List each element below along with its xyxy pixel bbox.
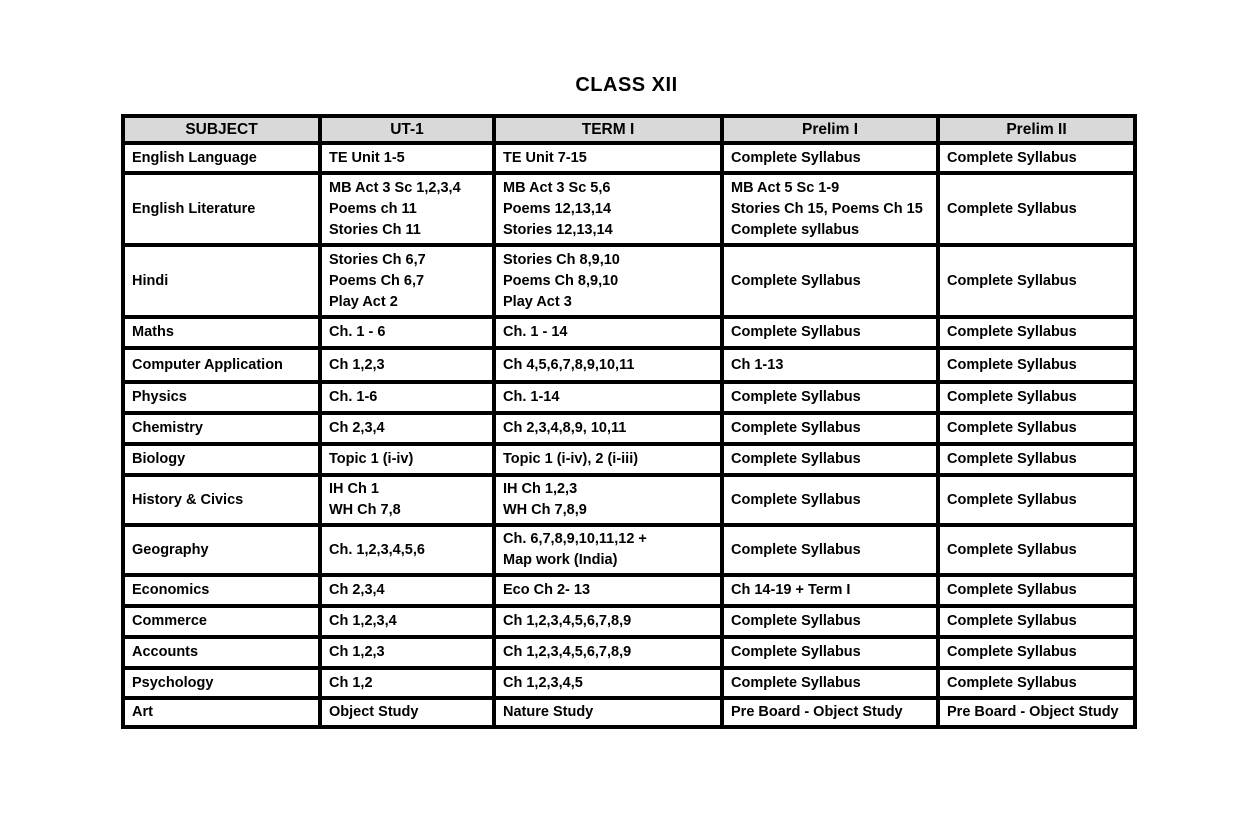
cell-line: Ch 14-19 + Term I (731, 582, 851, 598)
cell-line: Ch. 1 - 14 (503, 324, 568, 340)
subject-cell: Maths (123, 317, 320, 348)
table-cell (938, 606, 1135, 637)
cell-line: Ch 2,3,4 (329, 420, 385, 436)
table-cell (722, 525, 938, 575)
subject-cell: English Language (123, 143, 320, 173)
cell-line: Complete Syllabus (731, 613, 861, 629)
table-cell (320, 413, 494, 444)
table-cell (494, 382, 722, 413)
cell-line: Stories Ch 15, Poems Ch 15 (731, 200, 923, 217)
table-cell (320, 698, 494, 727)
syllabus-table-container (121, 114, 1137, 729)
table-cell (938, 382, 1135, 413)
column-header-3: Prelim I (722, 116, 938, 143)
table-cell (722, 348, 938, 382)
table-cell (320, 444, 494, 475)
cell-line: Ch 1,2,3,4,5 (503, 674, 583, 691)
cell-line: Stories 12,13,14 (503, 221, 613, 238)
page-title: CLASS XII (575, 74, 678, 96)
table-cell (722, 444, 938, 475)
subject-cell: Art (123, 698, 320, 727)
subject-cell: Computer Application (123, 348, 320, 382)
subject-cell: Psychology (123, 668, 320, 698)
table-cell (494, 475, 722, 525)
table-row (123, 143, 1135, 173)
table-cell (938, 444, 1135, 475)
subject-cell: Accounts (123, 637, 320, 668)
subject-cell: Economics (123, 575, 320, 606)
cell-line: MB Act 5 Sc 1-9 (731, 179, 840, 196)
cell-line: Object Study (329, 704, 419, 720)
cell-line: MB Act 3 Sc 5,6 (503, 179, 611, 196)
subject-cell: Biology (123, 444, 320, 475)
cell-line: Complete Syllabus (947, 356, 1077, 373)
table-cell (722, 143, 938, 173)
table-row (123, 413, 1135, 444)
table-cell (320, 637, 494, 668)
cell-line: Ch 1,2,3,4 (329, 613, 397, 629)
cell-line: TE Unit 1-5 (329, 149, 405, 166)
table-cell (938, 143, 1135, 173)
table-cell (494, 317, 722, 348)
cell-line: Ch. 1,2,3,4,5,6 (329, 541, 425, 558)
cell-line: Ch 2,3,4 (329, 582, 385, 598)
table-cell (320, 575, 494, 606)
cell-line: Stories Ch 11 (329, 221, 421, 238)
cell-line: Complete Syllabus (947, 644, 1077, 660)
table-cell (494, 348, 722, 382)
table-row (123, 475, 1135, 525)
subject-cell: English Literature (123, 173, 320, 245)
cell-line: Ch. 1-6 (329, 389, 378, 405)
table-cell (722, 317, 938, 348)
cell-line: Poems ch 11 (329, 200, 417, 217)
cell-line: Complete Syllabus (947, 324, 1077, 340)
cell-line: Complete Syllabus (947, 451, 1077, 467)
cell-line: Ch 1,2,3 (329, 644, 385, 660)
cell-line: Pre Board - Object Study (731, 704, 903, 720)
cell-line: Complete Syllabus (947, 200, 1077, 217)
cell-line: Complete Syllabus (947, 491, 1077, 508)
cell-line: Play Act 2 (329, 293, 398, 310)
table-row (123, 173, 1135, 245)
table-cell (722, 382, 938, 413)
cell-line: Complete Syllabus (947, 389, 1077, 405)
cell-line: Ch 1,2,3,4,5,6,7,8,9 (503, 613, 632, 629)
cell-line: Complete Syllabus (731, 541, 861, 558)
cell-line: Complete Syllabus (731, 149, 861, 166)
cell-line: Poems Ch 8,9,10 (503, 272, 619, 289)
cell-line: Poems 12,13,14 (503, 200, 612, 217)
table-cell (938, 637, 1135, 668)
subject-cell: Chemistry (123, 413, 320, 444)
table-row (123, 317, 1135, 348)
table-cell (494, 606, 722, 637)
subject-cell: Hindi (123, 245, 320, 317)
cell-line: Map work (India) (503, 552, 618, 568)
cell-line: Eco Ch 2- 13 (503, 582, 591, 598)
cell-line: TE Unit 7-15 (503, 149, 587, 166)
table-cell (722, 413, 938, 444)
column-header-1: UT-1 (320, 116, 494, 143)
cell-line: Poems Ch 6,7 (329, 272, 425, 289)
table-cell (938, 173, 1135, 245)
table-cell (938, 317, 1135, 348)
table-row (123, 382, 1135, 413)
table-cell (722, 637, 938, 668)
table-cell (320, 475, 494, 525)
cell-line: IH Ch 1,2,3 (503, 481, 578, 497)
cell-line: WH Ch 7,8,9 (503, 502, 587, 518)
subject-cell: History & Civics (123, 475, 320, 525)
table-cell (938, 525, 1135, 575)
table-cell (938, 475, 1135, 525)
table-cell (722, 698, 938, 727)
table-cell (320, 606, 494, 637)
cell-line: Complete Syllabus (731, 674, 861, 691)
table-cell (494, 245, 722, 317)
table-cell (494, 143, 722, 173)
cell-line: Ch. 1-14 (503, 389, 560, 405)
cell-line: Complete Syllabus (947, 420, 1077, 436)
cell-line: Complete Syllabus (731, 491, 861, 508)
cell-line: Complete Syllabus (731, 420, 861, 436)
table-cell (722, 606, 938, 637)
cell-line: Complete Syllabus (731, 272, 861, 289)
table-row (123, 525, 1135, 575)
cell-line: Topic 1 (i-iv), 2 (i-iii) (503, 451, 639, 467)
table-cell (320, 245, 494, 317)
cell-line: Complete Syllabus (947, 674, 1077, 691)
table-cell (494, 668, 722, 698)
table-cell (722, 245, 938, 317)
cell-line: Complete Syllabus (731, 644, 861, 660)
cell-line: Ch. 6,7,8,9,10,11,12 + (503, 531, 647, 547)
table-cell (494, 444, 722, 475)
table-cell (494, 525, 722, 575)
table-cell (722, 575, 938, 606)
table-row (123, 698, 1135, 727)
cell-line: Complete Syllabus (947, 541, 1077, 558)
cell-line: Complete Syllabus (947, 582, 1077, 598)
table-cell (494, 637, 722, 668)
table-cell (320, 382, 494, 413)
table-cell (494, 413, 722, 444)
table-cell (938, 413, 1135, 444)
table-cell (938, 698, 1135, 727)
header-row (123, 116, 1135, 143)
cell-line: Complete Syllabus (947, 272, 1077, 289)
table-cell (938, 348, 1135, 382)
cell-line: Ch 1,2,3,4,5,6,7,8,9 (503, 644, 632, 660)
column-header-2: TERM I (494, 116, 722, 143)
table-cell (722, 668, 938, 698)
table-row (123, 668, 1135, 698)
table-cell (320, 348, 494, 382)
subject-cell: Commerce (123, 606, 320, 637)
column-header-4: Prelim II (938, 116, 1135, 143)
table-cell (320, 173, 494, 245)
table-cell (320, 143, 494, 173)
cell-line: Complete Syllabus (947, 149, 1077, 166)
subject-cell: Geography (123, 525, 320, 575)
subject-cell: Physics (123, 382, 320, 413)
cell-line: Complete Syllabus (731, 324, 861, 340)
cell-line: Complete syllabus (731, 221, 860, 238)
table-cell (320, 317, 494, 348)
table-cell (320, 525, 494, 575)
table-row (123, 606, 1135, 637)
cell-line: Ch 2,3,4,8,9, 10,11 (503, 420, 627, 436)
cell-line: Stories Ch 6,7 (329, 251, 426, 268)
table-cell (722, 475, 938, 525)
cell-line: IH Ch 1 (329, 481, 379, 497)
cell-line: Ch 1,2 (329, 674, 373, 691)
syllabus-table (121, 114, 1137, 729)
table-cell (938, 668, 1135, 698)
table-cell (320, 668, 494, 698)
cell-line: Ch. 1 - 6 (329, 324, 386, 340)
table-cell (938, 575, 1135, 606)
table-row (123, 637, 1135, 668)
table-cell (494, 173, 722, 245)
table-body (123, 143, 1135, 727)
cell-line: Play Act 3 (503, 293, 572, 310)
table-cell (494, 698, 722, 727)
cell-line: Stories Ch 8,9,10 (503, 251, 620, 268)
table-row (123, 245, 1135, 317)
cell-line: MB Act 3 Sc 1,2,3,4 (329, 179, 461, 196)
cell-line: Nature Study (503, 704, 594, 720)
table-row (123, 575, 1135, 606)
cell-line: Ch 4,5,6,7,8,9,10,11 (503, 356, 635, 373)
table-row (123, 444, 1135, 475)
table-cell (494, 575, 722, 606)
cell-line: Complete Syllabus (947, 613, 1077, 629)
cell-line: Complete Syllabus (731, 389, 861, 405)
table-cell (722, 173, 938, 245)
cell-line: Pre Board - Object Study (947, 704, 1119, 720)
table-cell (938, 245, 1135, 317)
cell-line: Ch 1-13 (731, 356, 784, 373)
cell-line: Topic 1 (i-iv) (329, 451, 414, 467)
cell-line: Ch 1,2,3 (329, 356, 385, 373)
table-row (123, 348, 1135, 382)
cell-line: Complete Syllabus (731, 451, 861, 467)
cell-line: WH Ch 7,8 (329, 502, 401, 518)
column-header-0: SUBJECT (123, 116, 320, 143)
